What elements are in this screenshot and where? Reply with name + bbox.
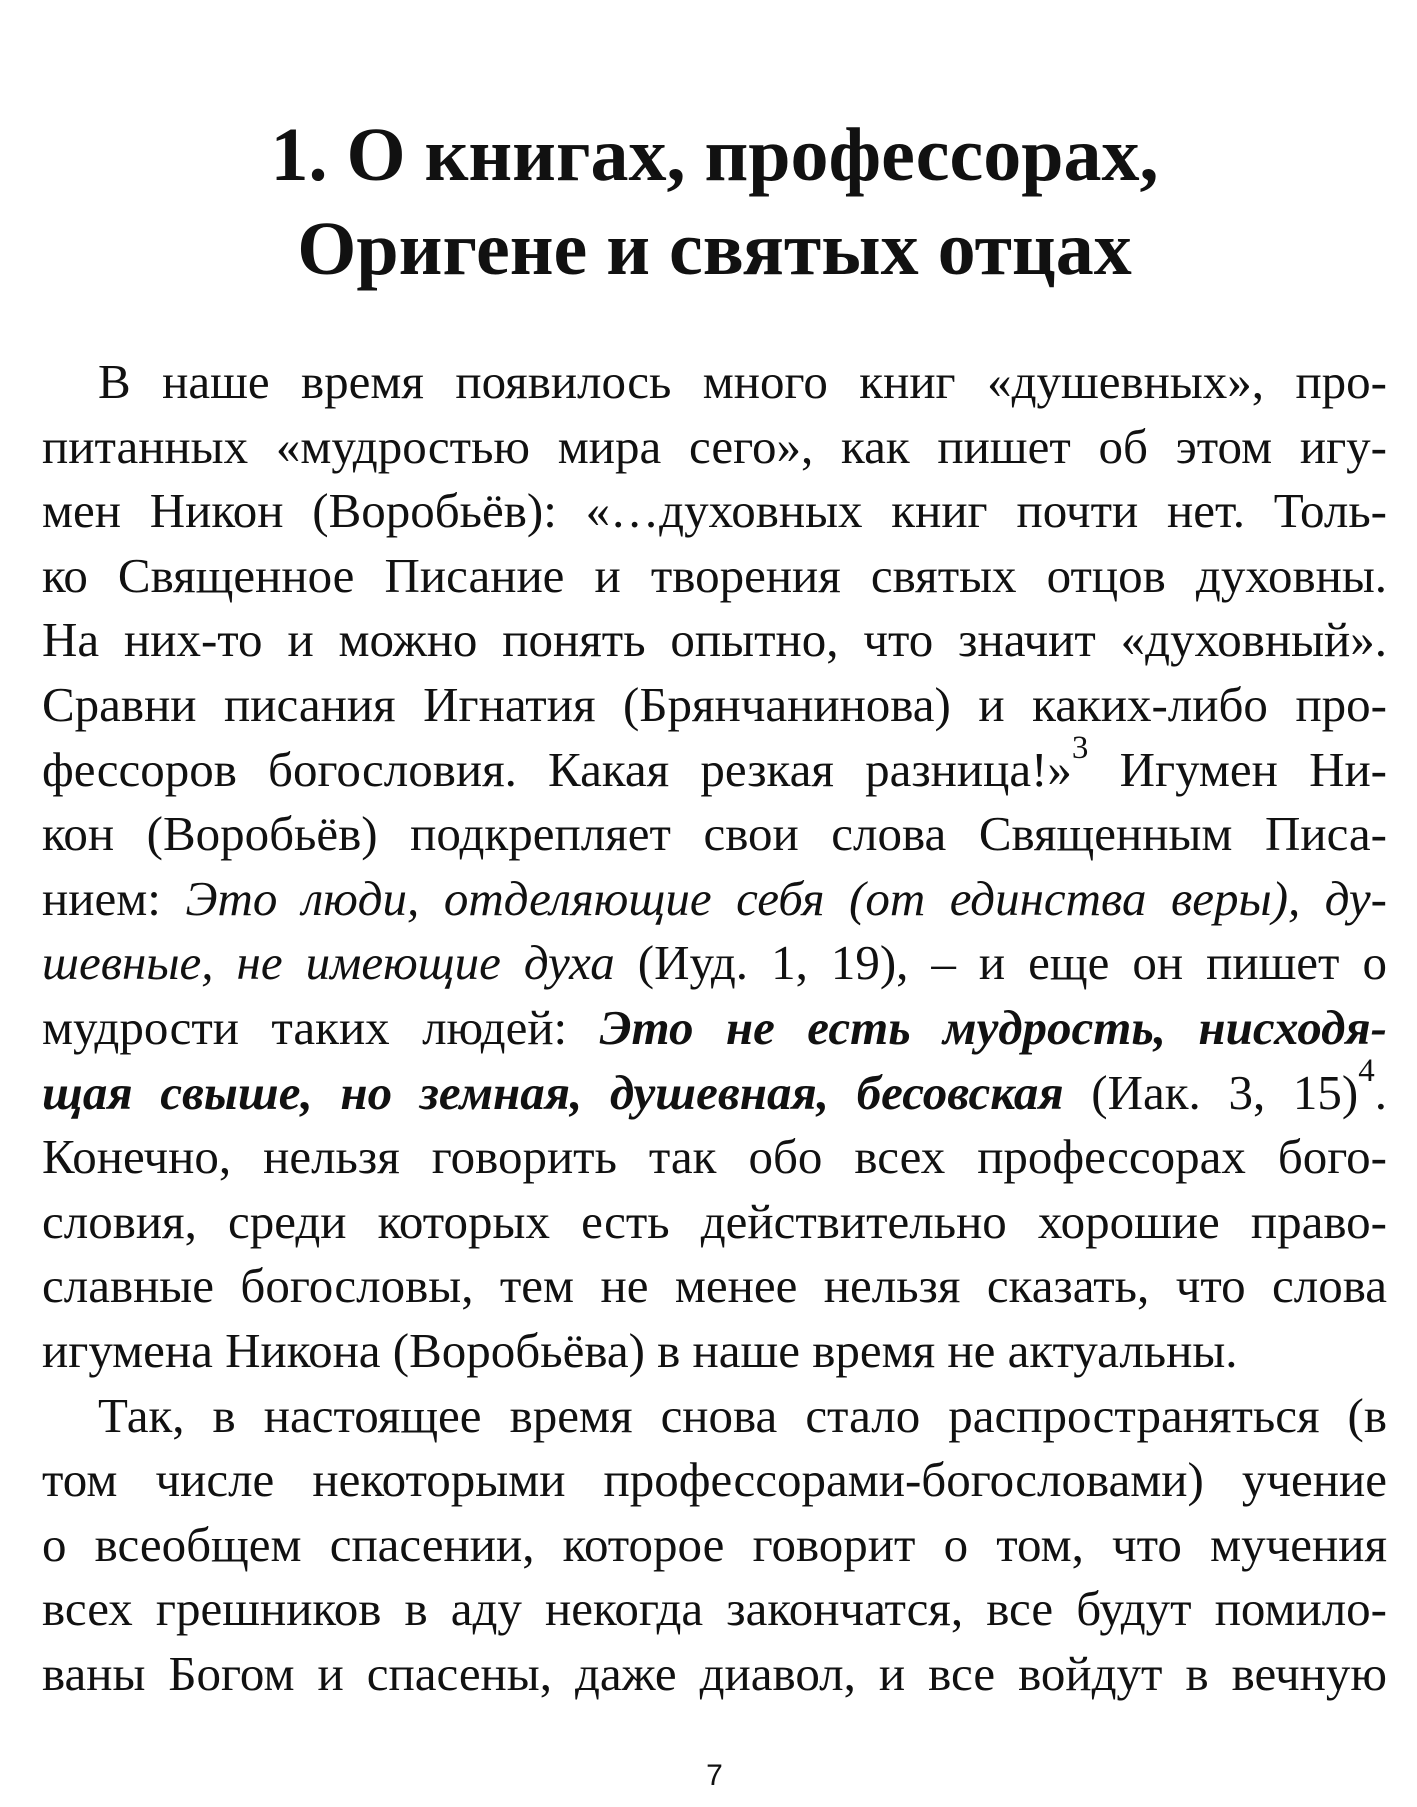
text-line: словия, среди которых есть действительно хорошие право- xyxy=(42,1193,1387,1249)
text-line: На них-то и можно понять опытно, что значит «духовный». xyxy=(42,612,1387,668)
footnote-reference[interactable]: 3 xyxy=(1071,729,1089,766)
text-line xyxy=(42,1052,1387,1126)
text-line: игумена Никона (Воробьёва) в наше время не актуальны. xyxy=(42,1322,1238,1378)
paragraph xyxy=(42,350,1387,1384)
text-line: Конечно, нельзя говорить так обо всех профессорах бого- xyxy=(42,1129,1387,1185)
text-line: том числе некоторыми профессорами-богословами) учение xyxy=(42,1452,1387,1508)
text-line xyxy=(42,931,1387,996)
text-line: ваны Богом и спасены, даже диавол, и все войдут в вечную xyxy=(42,1645,1387,1701)
text-line: славные богословы, тем не менее нельзя сказать, что слова xyxy=(42,1258,1387,1314)
book-page xyxy=(42,0,1387,1807)
scripture-quote-italic: Это люди, отделяющие себя (от единства веры), ду- xyxy=(185,870,1387,926)
text-line: В наше время появилось много книг «душевных», про- xyxy=(98,354,1387,409)
text-line: ко Священное Писание и творения святых отцов духовны. xyxy=(42,547,1387,603)
text-line: питанных «мудростью мира сего», как пишет об этом игу- xyxy=(42,418,1387,474)
text-run: нием: xyxy=(42,870,186,926)
text-run: мудрости таких людей: xyxy=(42,999,600,1055)
text-line xyxy=(42,996,1387,1061)
page-number: 7 xyxy=(706,1759,723,1792)
text-line: мен Никон (Воробьёв): «…духовных книг почти нет. Толь- xyxy=(42,483,1387,539)
body-text xyxy=(42,350,1387,1706)
text-run: фессоров богословия. Какая резкая разница!» xyxy=(42,741,1072,797)
text-line: Сравни писания Игнатия (Брянчанинова) и каких-либо про- xyxy=(42,676,1387,732)
scripture-quote-italic: шевные, не имеющие духа xyxy=(42,935,615,991)
text-run: (Иак. 3, 15) xyxy=(1063,1064,1359,1120)
footnote-reference[interactable]: 4 xyxy=(1358,1052,1375,1089)
text-line: кон (Воробьёв) подкрепляет свои слова Священным Писа- xyxy=(42,806,1387,862)
scripture-quote-bold: Это не есть мудрость, нисходя- xyxy=(599,999,1387,1055)
text-line: всех грешников в аду некогда закончатся, все будут помило- xyxy=(42,1581,1387,1637)
scripture-quote-bold: щая свыше, но земная, душевная, бесовская xyxy=(42,1064,1064,1120)
text-line: Так, в настоящее время снова стало распространяться (в xyxy=(98,1387,1387,1443)
chapter-title xyxy=(42,108,1387,296)
text-line xyxy=(42,867,1387,932)
text-line: о всеобщем спасении, которое говорит о том, что мучения xyxy=(42,1516,1387,1572)
text-run: (Иуд. 1, 19), – и еще он пишет о xyxy=(614,935,1387,991)
paragraph xyxy=(42,1384,1387,1707)
chapter-title-line: 1. О книгах, профессорах, xyxy=(270,113,1159,197)
text-run: . xyxy=(1374,1064,1387,1120)
text-line xyxy=(42,729,1387,803)
chapter-title-line: Оригене и святых отцах xyxy=(297,207,1132,291)
text-run: Игумен Ни- xyxy=(1088,741,1387,797)
